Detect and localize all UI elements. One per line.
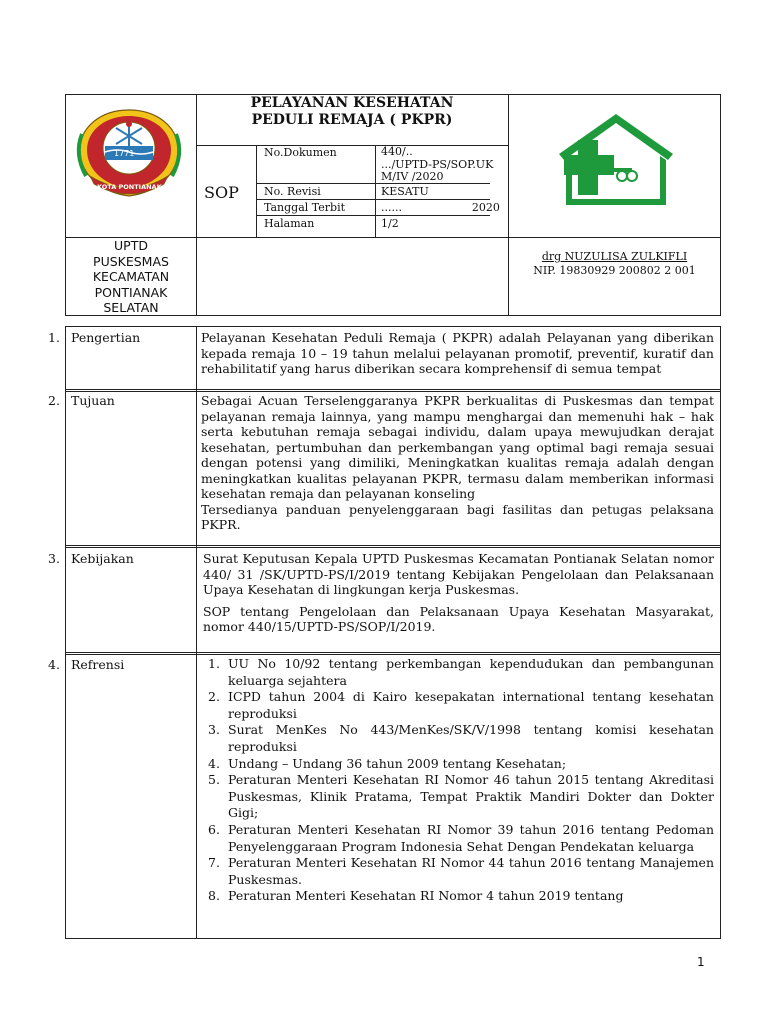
dokumen-line-2: .../UPTD-PS/SOP.UK: [381, 157, 494, 171]
section-3-text: [203, 551, 714, 635]
meta-label-dokumen: No.Dokumen: [264, 146, 337, 159]
section-2-text: [201, 393, 714, 533]
meta-value-dokumen: [381, 146, 493, 184]
section-1-text: Pelayanan Kesehatan Peduli Remaja ( PKPR) adalah Pelayanan yang diberikan kepada remaja 10 – 19 tahun melalui pelayanan promotif, preventif, kuratif dan rehabilitatif yang harus diberikan secara komprehensif di semua tempat: [201, 330, 714, 376]
section-3-paragraph-1: Surat Keputusan Kepala UPTD Puskesmas Kecamatan Pontianak Selatan nomor 440/ 31 /SK/UPTD-PS/I/2019 tentang Kebijakan Pengelolaan dan Pelaksanaan Upaya Kesehatan di lingkungan kerja Puskesmas.: [203, 551, 714, 597]
org-line-4: PONTIANAK: [94, 284, 168, 300]
section-4-title: Refrensi: [71, 657, 125, 672]
page-number: 1: [697, 955, 705, 969]
list-item: 8. Peraturan Menteri Kesehatan RI Nomor 4 tahun 2019 tentang: [208, 888, 624, 904]
org-line-2: PUSKESMAS: [93, 253, 169, 269]
section-3-paragraph-2: SOP tentang Pengelolaan dan Pelaksanaan Upaya Kesehatan Masyarakat, nomor 440/15/UPTD-PS/SOP/I/2019.: [203, 603, 714, 634]
signer-block: [509, 250, 720, 278]
section-3-number: 3.: [48, 551, 60, 566]
meta-label-halaman: Halaman: [264, 217, 315, 230]
puskesmas-cross-logo: [556, 110, 676, 210]
org-line-3: KECAMATAN: [92, 269, 170, 284]
list-item: 5. Peraturan Menteri Kesehatan RI Nomor 46 tahun 2015 tentang Akreditasi Puskesmas, Klinik Pratama, Tempat Praktik Mandiri Dokter dan Dokter Gigi;: [208, 772, 714, 821]
meta-label-revisi: No. Revisi: [264, 185, 321, 198]
emblem-caption: KOTA PONTIANAK: [97, 183, 162, 191]
section-2-number: 2.: [48, 393, 60, 408]
list-item: 7. Peraturan Menteri Kesehatan RI Nomor 44 tahun 2016 tentang Manajemen Puskesmas.: [208, 855, 714, 887]
signer-nip: NIP. 19830929 200802 2 001: [533, 264, 696, 277]
meta-value-tanggal: ...... 2020: [381, 201, 500, 214]
org-name: [66, 238, 196, 316]
org-line-5: SELATAN: [103, 300, 159, 315]
section-4-number: 4.: [48, 657, 60, 672]
org-line-1: UPTD: [114, 238, 148, 253]
signer-name: drg NUZULISA ZULKIFLI: [541, 250, 688, 263]
meta-label-tanggal: Tanggal Terbit: [264, 201, 346, 214]
list-item: 4. Undang – Undang 36 tahun 2009 tentang Kesehatan;: [208, 755, 567, 771]
dokumen-line-1: 440/..: [381, 145, 413, 158]
list-item: 3. Surat MenKes No 443/MenKes/SK/V/1998 tentang komisi kesehatan reproduksi: [208, 722, 714, 754]
title-line-1: PELAYANAN KESEHATAN: [250, 95, 454, 111]
page-title: [196, 95, 508, 129]
section-2-paragraph-1: Sebagai Acuan Terselenggaranya PKPR berkualitas di Puskesmas dan tempat pelayanan remaja lainnya, yang mampu menghargai dan memenuhi hak – hak serta kebutuhan remaja sebagai individu, dalam upaya mewujudkan derajat kesehatan, pertumbuhan dan perkembangan yang optimal bagi remaja sesuai dengan potensi yang dimiliki, Meningkatkan kualitas remaja adalah dengan meningkatkan kualitas pelayanan PKPR, termasu dalam memberikan informasi kesehatan remaja dan pelayanan konseling: [201, 393, 714, 501]
dokumen-line-3: M/IV /2020: [381, 170, 444, 183]
list-item: 2. ICPD tahun 2004 di Kairo kesepakatan international tentang kesehatan reproduksi: [208, 689, 714, 721]
reference-list: [198, 656, 714, 905]
section-2-title: Tujuan: [71, 393, 115, 408]
title-line-2: PEDULI REMAJA ( PKPR): [251, 112, 453, 128]
section-1-number: 1.: [48, 330, 60, 345]
meta-value-halaman: 1/2: [381, 217, 399, 230]
list-item: 6. Peraturan Menteri Kesehatan RI Nomor 39 tahun 2016 tentang Pedoman Penyelenggaraan Program Indonesia Sehat Dengan Pendekatan keluarga: [208, 821, 714, 854]
section-1-title: Pengertian: [71, 330, 141, 345]
section-3-title: Kebijakan: [71, 551, 134, 566]
list-item: 1. UU No 10/92 tentang perkembangan kependudukan dan pembangunan keluarga sejahtera: [208, 656, 714, 688]
sop-label: SOP: [204, 183, 239, 202]
meta-value-revisi: KESATU: [381, 185, 429, 198]
section-2-paragraph-2: Tersedianya panduan penyelenggaraan bagi fasilitas dan petugas pelaksana PKPR.: [201, 501, 714, 532]
emblem-year: 1771: [114, 149, 135, 158]
